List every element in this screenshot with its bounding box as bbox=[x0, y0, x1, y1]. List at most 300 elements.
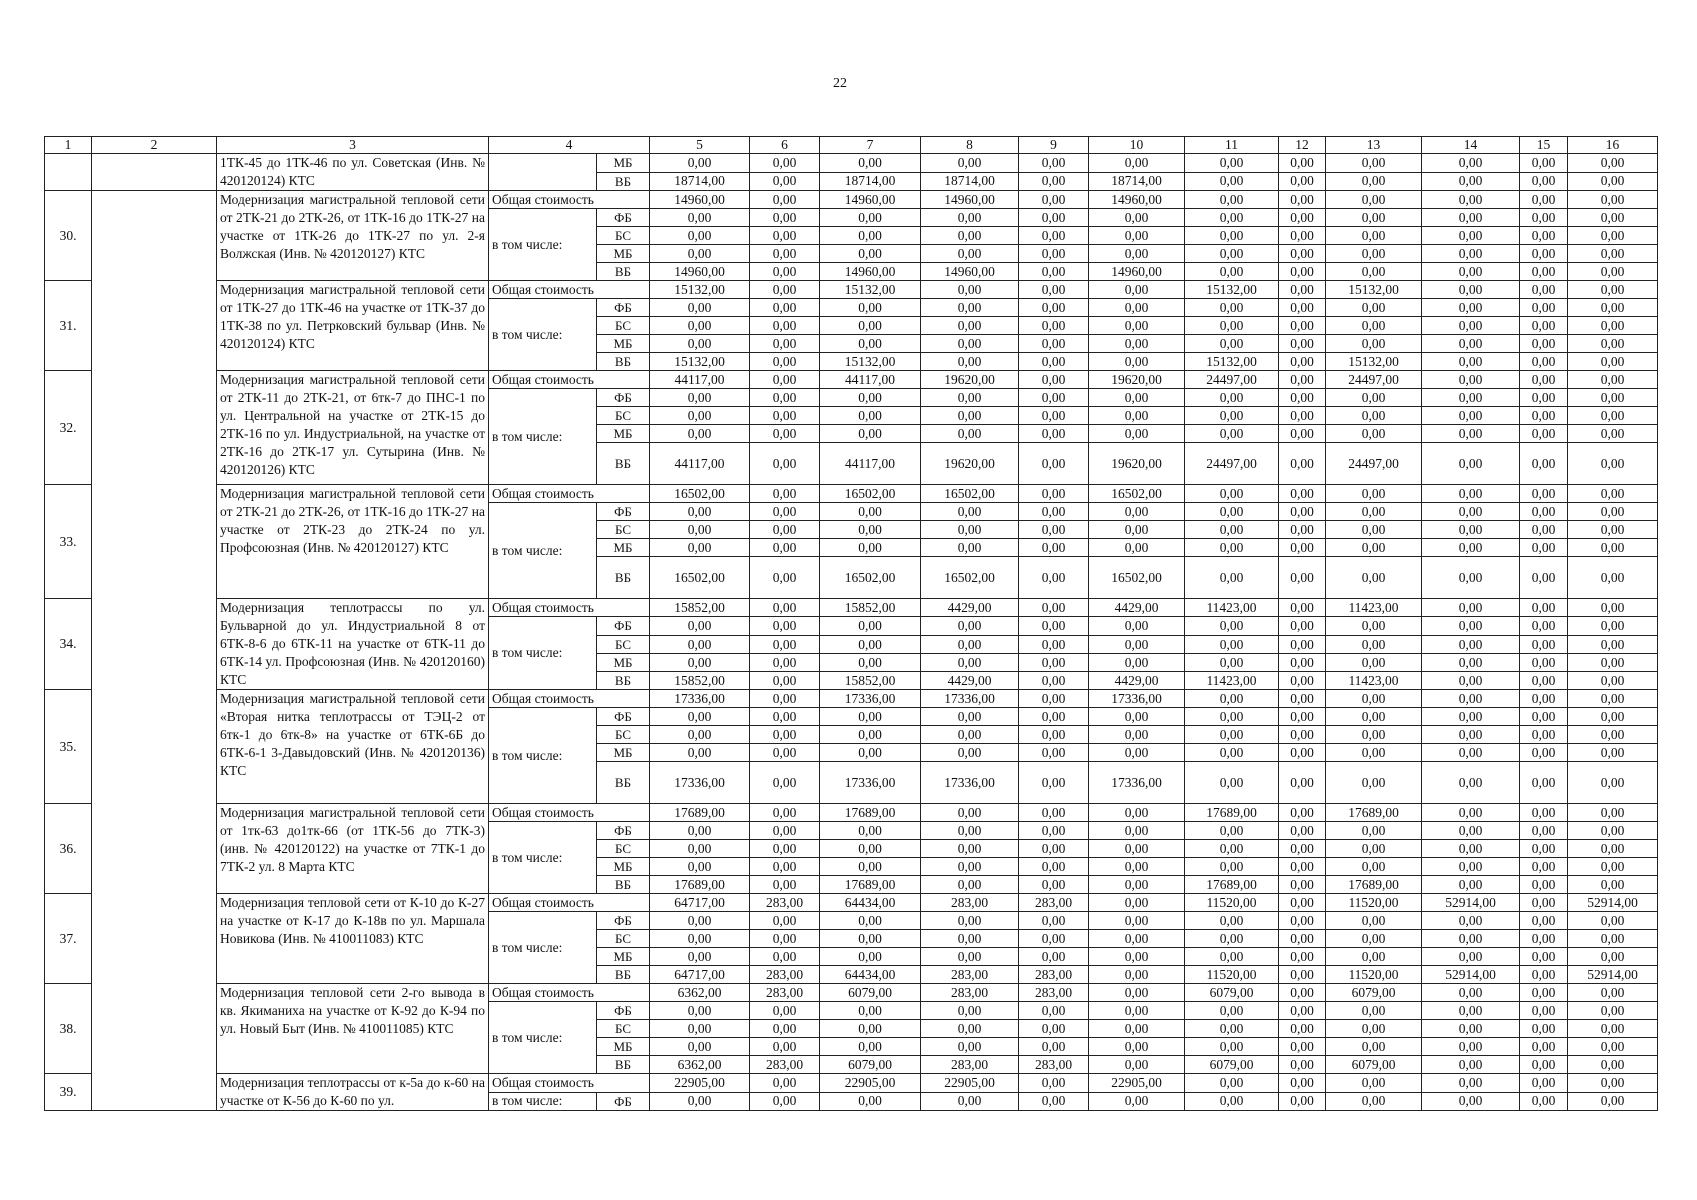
value-cell: 0,00 bbox=[1019, 245, 1089, 263]
value-cell: 0,00 bbox=[750, 654, 820, 672]
funding-source: ФБ bbox=[597, 209, 650, 227]
value-cell: 0,00 bbox=[820, 317, 921, 335]
value-cell: 0,00 bbox=[921, 804, 1019, 822]
value-cell: 0,00 bbox=[1326, 708, 1422, 726]
funding-source: ВБ bbox=[597, 353, 650, 371]
total-cost-label: Общая стоимость bbox=[489, 690, 650, 708]
value-cell: 0,00 bbox=[650, 636, 750, 654]
col-header: 16 bbox=[1568, 137, 1658, 154]
value-cell: 0,00 bbox=[1422, 984, 1520, 1002]
value-cell: 0,00 bbox=[650, 209, 750, 227]
value-cell: 0,00 bbox=[1185, 762, 1279, 804]
total-cost-label: Общая стоимость bbox=[489, 804, 650, 822]
value-cell: 0,00 bbox=[750, 443, 820, 485]
table-row bbox=[45, 804, 1658, 822]
value-cell: 0,00 bbox=[1279, 744, 1326, 762]
value-cell: 0,00 bbox=[1089, 1020, 1185, 1038]
value-cell: 0,00 bbox=[750, 672, 820, 690]
value-cell: 0,00 bbox=[1019, 1092, 1089, 1111]
value-cell: 52914,00 bbox=[1568, 894, 1658, 912]
value-cell: 0,00 bbox=[1279, 708, 1326, 726]
value-cell: 0,00 bbox=[1326, 389, 1422, 407]
value-cell: 0,00 bbox=[1422, 503, 1520, 521]
value-cell: 0,00 bbox=[1019, 1002, 1089, 1020]
value-cell: 283,00 bbox=[1019, 984, 1089, 1002]
value-cell: 18714,00 bbox=[650, 172, 750, 191]
value-cell: 0,00 bbox=[1568, 1056, 1658, 1074]
value-cell: 14960,00 bbox=[650, 263, 750, 281]
value-cell: 0,00 bbox=[1568, 876, 1658, 894]
funding-source: ВБ bbox=[597, 557, 650, 599]
value-cell: 0,00 bbox=[1279, 654, 1326, 672]
value-cell: 24497,00 bbox=[1185, 371, 1279, 389]
value-cell: 283,00 bbox=[921, 1056, 1019, 1074]
value-cell: 0,00 bbox=[1520, 154, 1568, 173]
funding-source: ВБ bbox=[597, 672, 650, 690]
value-cell: 0,00 bbox=[1568, 227, 1658, 245]
value-cell: 16502,00 bbox=[650, 485, 750, 503]
value-cell: 0,00 bbox=[921, 353, 1019, 371]
value-cell: 0,00 bbox=[1422, 744, 1520, 762]
value-cell: 0,00 bbox=[1089, 617, 1185, 636]
value-cell: 0,00 bbox=[1019, 599, 1089, 617]
value-cell: 0,00 bbox=[1520, 191, 1568, 209]
value-cell: 0,00 bbox=[1422, 299, 1520, 317]
value-cell: 16502,00 bbox=[1089, 485, 1185, 503]
value-cell: 0,00 bbox=[1520, 636, 1568, 654]
value-cell: 0,00 bbox=[921, 636, 1019, 654]
value-cell: 0,00 bbox=[1568, 539, 1658, 557]
value-cell: 17336,00 bbox=[1089, 762, 1185, 804]
value-cell: 64434,00 bbox=[820, 966, 921, 984]
value-cell: 0,00 bbox=[1279, 557, 1326, 599]
value-cell: 0,00 bbox=[1279, 804, 1326, 822]
value-cell: 0,00 bbox=[1568, 371, 1658, 389]
value-cell: 0,00 bbox=[750, 1038, 820, 1056]
value-cell: 0,00 bbox=[1568, 762, 1658, 804]
value-cell: 0,00 bbox=[921, 407, 1019, 425]
value-cell: 0,00 bbox=[1568, 407, 1658, 425]
item-number: 35. bbox=[45, 690, 92, 804]
value-cell: 0,00 bbox=[650, 299, 750, 317]
value-cell: 11520,00 bbox=[1326, 894, 1422, 912]
value-cell: 0,00 bbox=[650, 227, 750, 245]
including-label: в том числе: bbox=[489, 708, 597, 804]
value-cell: 0,00 bbox=[1326, 1002, 1422, 1020]
value-cell: 0,00 bbox=[1422, 599, 1520, 617]
value-cell: 17689,00 bbox=[1185, 876, 1279, 894]
value-cell: 0,00 bbox=[1422, 840, 1520, 858]
value-cell: 0,00 bbox=[1326, 263, 1422, 281]
col-header: 1 bbox=[45, 137, 92, 154]
item-description: Модернизация магистральной тепловой сети от 1тк-63 до1тк-66 (от 1ТК-56 до 7ТК-3) (инв. № 420120122) на участке от 7ТК-1 до 7ТК-2 ул. 8 Марта КТС bbox=[217, 804, 489, 894]
value-cell: 0,00 bbox=[1568, 690, 1658, 708]
value-cell: 0,00 bbox=[820, 335, 921, 353]
value-cell: 0,00 bbox=[1279, 227, 1326, 245]
col-header: 9 bbox=[1019, 137, 1089, 154]
value-cell: 0,00 bbox=[1520, 443, 1568, 485]
value-cell: 0,00 bbox=[1568, 281, 1658, 299]
value-cell: 0,00 bbox=[750, 744, 820, 762]
value-cell: 0,00 bbox=[921, 912, 1019, 930]
value-cell: 0,00 bbox=[1185, 708, 1279, 726]
value-cell: 0,00 bbox=[1520, 822, 1568, 840]
value-cell: 0,00 bbox=[1568, 172, 1658, 191]
value-cell: 6079,00 bbox=[820, 984, 921, 1002]
item-description: 1ТК-45 до 1ТК-46 по ул. Советская (Инв. № 420120124) КТС bbox=[217, 154, 489, 191]
value-cell: 0,00 bbox=[650, 1092, 750, 1111]
table-row bbox=[45, 371, 1658, 389]
value-cell: 0,00 bbox=[1279, 672, 1326, 690]
including-label: в том числе: bbox=[489, 1002, 597, 1074]
col-header: 10 bbox=[1089, 137, 1185, 154]
value-cell: 0,00 bbox=[1568, 443, 1658, 485]
value-cell: 0,00 bbox=[1422, 822, 1520, 840]
header-row bbox=[45, 137, 1658, 154]
value-cell: 0,00 bbox=[1185, 636, 1279, 654]
value-cell: 0,00 bbox=[650, 726, 750, 744]
value-cell: 0,00 bbox=[1326, 191, 1422, 209]
funding-source: ВБ bbox=[597, 762, 650, 804]
including-label: в том числе: bbox=[489, 617, 597, 690]
value-cell: 0,00 bbox=[1185, 263, 1279, 281]
value-cell: 6362,00 bbox=[650, 1056, 750, 1074]
value-cell: 0,00 bbox=[1019, 407, 1089, 425]
value-cell: 0,00 bbox=[1019, 726, 1089, 744]
value-cell: 0,00 bbox=[820, 245, 921, 263]
value-cell: 0,00 bbox=[820, 744, 921, 762]
value-cell: 0,00 bbox=[1422, 281, 1520, 299]
value-cell: 0,00 bbox=[1019, 840, 1089, 858]
value-cell: 0,00 bbox=[1520, 172, 1568, 191]
value-cell: 0,00 bbox=[1422, 930, 1520, 948]
value-cell: 0,00 bbox=[750, 599, 820, 617]
funding-source: ФБ bbox=[597, 912, 650, 930]
value-cell: 0,00 bbox=[921, 654, 1019, 672]
value-cell: 0,00 bbox=[1520, 371, 1568, 389]
value-cell: 0,00 bbox=[1019, 822, 1089, 840]
value-cell: 0,00 bbox=[921, 245, 1019, 263]
value-cell: 0,00 bbox=[1568, 930, 1658, 948]
value-cell: 0,00 bbox=[820, 858, 921, 876]
including-label: в том числе: bbox=[489, 209, 597, 281]
value-cell: 0,00 bbox=[750, 912, 820, 930]
value-cell: 18714,00 bbox=[1089, 172, 1185, 191]
value-cell: 0,00 bbox=[921, 876, 1019, 894]
value-cell: 0,00 bbox=[1520, 876, 1568, 894]
value-cell: 0,00 bbox=[750, 209, 820, 227]
value-cell: 0,00 bbox=[1520, 966, 1568, 984]
funding-source: БС bbox=[597, 840, 650, 858]
value-cell: 22905,00 bbox=[820, 1074, 921, 1093]
value-cell: 0,00 bbox=[1520, 245, 1568, 263]
value-cell: 0,00 bbox=[1422, 209, 1520, 227]
value-cell: 0,00 bbox=[1279, 154, 1326, 173]
value-cell: 0,00 bbox=[650, 654, 750, 672]
value-cell: 0,00 bbox=[1422, 557, 1520, 599]
value-cell: 14960,00 bbox=[921, 263, 1019, 281]
table-row bbox=[45, 154, 1658, 173]
value-cell: 17336,00 bbox=[650, 762, 750, 804]
value-cell: 0,00 bbox=[1520, 299, 1568, 317]
value-cell: 15132,00 bbox=[1326, 353, 1422, 371]
value-cell: 0,00 bbox=[921, 840, 1019, 858]
value-cell: 0,00 bbox=[1019, 557, 1089, 599]
value-cell: 0,00 bbox=[1422, 485, 1520, 503]
value-cell: 19620,00 bbox=[1089, 443, 1185, 485]
value-cell: 0,00 bbox=[1568, 654, 1658, 672]
value-cell: 0,00 bbox=[1279, 1056, 1326, 1074]
value-cell: 0,00 bbox=[1422, 617, 1520, 636]
value-cell: 0,00 bbox=[1279, 503, 1326, 521]
value-cell: 0,00 bbox=[1520, 617, 1568, 636]
value-cell: 0,00 bbox=[1520, 690, 1568, 708]
value-cell: 0,00 bbox=[1089, 822, 1185, 840]
value-cell: 0,00 bbox=[921, 154, 1019, 173]
value-cell: 0,00 bbox=[750, 1002, 820, 1020]
value-cell: 17336,00 bbox=[650, 690, 750, 708]
value-cell: 17689,00 bbox=[1326, 876, 1422, 894]
value-cell: 17689,00 bbox=[820, 876, 921, 894]
value-cell: 0,00 bbox=[1422, 912, 1520, 930]
col-header: 6 bbox=[750, 137, 820, 154]
including-label: в том числе: bbox=[489, 389, 597, 485]
value-cell: 15852,00 bbox=[820, 672, 921, 690]
value-cell: 0,00 bbox=[1185, 389, 1279, 407]
value-cell: 0,00 bbox=[650, 1002, 750, 1020]
value-cell: 0,00 bbox=[1019, 617, 1089, 636]
value-cell: 0,00 bbox=[1422, 227, 1520, 245]
value-cell: 24497,00 bbox=[1326, 443, 1422, 485]
col-header: 7 bbox=[820, 137, 921, 154]
value-cell: 0,00 bbox=[820, 539, 921, 557]
value-cell: 0,00 bbox=[1326, 858, 1422, 876]
value-cell: 0,00 bbox=[820, 822, 921, 840]
value-cell: 0,00 bbox=[1279, 245, 1326, 263]
value-cell: 0,00 bbox=[1089, 804, 1185, 822]
value-cell: 0,00 bbox=[1019, 539, 1089, 557]
value-cell: 0,00 bbox=[1279, 966, 1326, 984]
value-cell: 11423,00 bbox=[1326, 599, 1422, 617]
value-cell: 0,00 bbox=[1185, 930, 1279, 948]
value-cell: 0,00 bbox=[1185, 858, 1279, 876]
value-cell: 0,00 bbox=[1279, 191, 1326, 209]
value-cell: 0,00 bbox=[1568, 557, 1658, 599]
value-cell: 283,00 bbox=[750, 894, 820, 912]
value-cell: 0,00 bbox=[1520, 407, 1568, 425]
value-cell: 0,00 bbox=[1568, 984, 1658, 1002]
value-cell: 0,00 bbox=[1185, 726, 1279, 744]
value-cell: 11520,00 bbox=[1185, 966, 1279, 984]
value-cell: 0,00 bbox=[1019, 335, 1089, 353]
value-cell: 0,00 bbox=[1326, 335, 1422, 353]
value-cell: 0,00 bbox=[750, 930, 820, 948]
value-cell: 0,00 bbox=[1019, 636, 1089, 654]
funding-source: БС bbox=[597, 1020, 650, 1038]
value-cell: 0,00 bbox=[1568, 299, 1658, 317]
value-cell: 0,00 bbox=[650, 1020, 750, 1038]
value-cell: 0,00 bbox=[1422, 762, 1520, 804]
value-cell: 0,00 bbox=[1279, 263, 1326, 281]
value-cell: 0,00 bbox=[750, 1092, 820, 1111]
value-cell: 0,00 bbox=[750, 263, 820, 281]
col-header: 13 bbox=[1326, 137, 1422, 154]
funding-source: ФБ bbox=[597, 1002, 650, 1020]
value-cell: 0,00 bbox=[1326, 636, 1422, 654]
item-code-cell bbox=[92, 154, 217, 191]
value-cell: 0,00 bbox=[921, 281, 1019, 299]
value-cell: 0,00 bbox=[1568, 521, 1658, 539]
value-cell: 0,00 bbox=[750, 876, 820, 894]
value-cell: 15132,00 bbox=[1185, 353, 1279, 371]
value-cell: 0,00 bbox=[650, 521, 750, 539]
value-cell: 0,00 bbox=[650, 425, 750, 443]
value-cell: 0,00 bbox=[650, 539, 750, 557]
value-cell: 0,00 bbox=[921, 503, 1019, 521]
value-cell: 22905,00 bbox=[921, 1074, 1019, 1093]
value-cell: 0,00 bbox=[1089, 654, 1185, 672]
value-cell: 0,00 bbox=[1568, 599, 1658, 617]
value-cell: 283,00 bbox=[750, 966, 820, 984]
value-cell: 0,00 bbox=[750, 389, 820, 407]
value-cell: 0,00 bbox=[1520, 726, 1568, 744]
value-cell: 0,00 bbox=[1019, 690, 1089, 708]
value-cell: 0,00 bbox=[650, 503, 750, 521]
value-cell: 0,00 bbox=[1019, 209, 1089, 227]
value-cell: 0,00 bbox=[750, 425, 820, 443]
value-cell: 17689,00 bbox=[650, 804, 750, 822]
value-cell: 19620,00 bbox=[1089, 371, 1185, 389]
value-cell: 0,00 bbox=[1279, 485, 1326, 503]
value-cell: 0,00 bbox=[1019, 425, 1089, 443]
value-cell: 0,00 bbox=[1520, 948, 1568, 966]
item-description: Модернизация тепловой сети от К-10 до К-27 на участке от К-17 до К-18в по ул. Маршала Новикова (Инв. № 410011083) КТС bbox=[217, 894, 489, 984]
value-cell: 0,00 bbox=[750, 804, 820, 822]
funding-source: МБ bbox=[597, 425, 650, 443]
value-cell: 0,00 bbox=[1089, 389, 1185, 407]
funding-source: МБ bbox=[597, 539, 650, 557]
value-cell: 0,00 bbox=[1568, 912, 1658, 930]
value-cell: 0,00 bbox=[1089, 335, 1185, 353]
value-cell: 0,00 bbox=[1089, 317, 1185, 335]
value-cell: 0,00 bbox=[750, 690, 820, 708]
value-cell: 0,00 bbox=[750, 485, 820, 503]
value-cell: 0,00 bbox=[1279, 894, 1326, 912]
value-cell: 0,00 bbox=[1185, 1092, 1279, 1111]
value-cell: 0,00 bbox=[1279, 407, 1326, 425]
funding-source: ФБ bbox=[597, 822, 650, 840]
value-cell: 0,00 bbox=[750, 858, 820, 876]
value-cell: 0,00 bbox=[1279, 912, 1326, 930]
col-header: 4 bbox=[489, 137, 650, 154]
value-cell: 15132,00 bbox=[650, 353, 750, 371]
value-cell: 14960,00 bbox=[921, 191, 1019, 209]
value-cell: 0,00 bbox=[1089, 948, 1185, 966]
value-cell: 0,00 bbox=[1019, 948, 1089, 966]
value-cell: 0,00 bbox=[1019, 858, 1089, 876]
item-number: 30. bbox=[45, 191, 92, 281]
value-cell: 0,00 bbox=[820, 930, 921, 948]
value-cell: 0,00 bbox=[820, 726, 921, 744]
value-cell: 283,00 bbox=[921, 894, 1019, 912]
value-cell: 0,00 bbox=[1326, 1092, 1422, 1111]
value-cell: 283,00 bbox=[1019, 894, 1089, 912]
item-description: Модернизация магистральной тепловой сети «Вторая нитка теплотрассы от ТЭЦ-2 от 6тк-1 до 6тк-8» на участке от 6ТК-6Б до 6ТК-6-1 3-Давыдовский (Инв. № 420120136) КТС bbox=[217, 690, 489, 804]
value-cell: 0,00 bbox=[1520, 1056, 1568, 1074]
value-cell: 44117,00 bbox=[820, 371, 921, 389]
value-cell: 0,00 bbox=[1326, 690, 1422, 708]
value-cell: 0,00 bbox=[1568, 822, 1658, 840]
funding-source: ФБ bbox=[597, 617, 650, 636]
value-cell: 6079,00 bbox=[1185, 984, 1279, 1002]
value-cell: 0,00 bbox=[1019, 317, 1089, 335]
value-cell: 0,00 bbox=[1019, 708, 1089, 726]
value-cell: 0,00 bbox=[1089, 894, 1185, 912]
value-cell: 64717,00 bbox=[650, 894, 750, 912]
value-cell: 0,00 bbox=[1185, 744, 1279, 762]
value-cell: 0,00 bbox=[1568, 1038, 1658, 1056]
value-cell: 283,00 bbox=[1019, 1056, 1089, 1074]
value-cell: 0,00 bbox=[1520, 503, 1568, 521]
value-cell: 0,00 bbox=[1089, 930, 1185, 948]
col-header: 8 bbox=[921, 137, 1019, 154]
value-cell: 0,00 bbox=[1019, 371, 1089, 389]
value-cell: 0,00 bbox=[1279, 984, 1326, 1002]
value-cell: 0,00 bbox=[1568, 858, 1658, 876]
value-cell: 0,00 bbox=[750, 539, 820, 557]
value-cell: 0,00 bbox=[921, 335, 1019, 353]
value-cell: 0,00 bbox=[1019, 762, 1089, 804]
item-description: Модернизация теплотрассы от к-5а до к-60 на участке от К-56 до К-60 по ул. bbox=[217, 1074, 489, 1111]
value-cell: 0,00 bbox=[1520, 744, 1568, 762]
value-cell: 0,00 bbox=[1326, 539, 1422, 557]
value-cell: 0,00 bbox=[1422, 263, 1520, 281]
value-cell: 0,00 bbox=[1422, 1038, 1520, 1056]
value-cell: 52914,00 bbox=[1422, 894, 1520, 912]
value-cell: 0,00 bbox=[1279, 209, 1326, 227]
value-cell: 11520,00 bbox=[1326, 966, 1422, 984]
value-cell: 0,00 bbox=[1279, 299, 1326, 317]
value-cell: 0,00 bbox=[650, 708, 750, 726]
total-cost-label: Общая стоимость bbox=[489, 894, 650, 912]
value-cell: 0,00 bbox=[1089, 708, 1185, 726]
value-cell: 0,00 bbox=[1422, 708, 1520, 726]
value-cell: 0,00 bbox=[1185, 503, 1279, 521]
value-cell: 0,00 bbox=[1422, 876, 1520, 894]
including-label: в том числе: bbox=[489, 822, 597, 894]
value-cell: 0,00 bbox=[750, 948, 820, 966]
value-cell: 0,00 bbox=[1089, 503, 1185, 521]
value-cell: 283,00 bbox=[750, 1056, 820, 1074]
value-cell: 0,00 bbox=[1019, 299, 1089, 317]
value-cell: 16502,00 bbox=[921, 557, 1019, 599]
value-cell: 15132,00 bbox=[1185, 281, 1279, 299]
value-cell: 0,00 bbox=[1520, 708, 1568, 726]
value-cell: 0,00 bbox=[1568, 353, 1658, 371]
value-cell: 0,00 bbox=[820, 521, 921, 539]
value-cell: 0,00 bbox=[1185, 1074, 1279, 1093]
item-number: 32. bbox=[45, 371, 92, 485]
funding-label-cell bbox=[489, 154, 597, 191]
value-cell: 6362,00 bbox=[650, 984, 750, 1002]
value-cell: 0,00 bbox=[1520, 263, 1568, 281]
value-cell: 0,00 bbox=[1019, 443, 1089, 485]
value-cell: 17689,00 bbox=[1185, 804, 1279, 822]
value-cell: 0,00 bbox=[1568, 804, 1658, 822]
value-cell: 0,00 bbox=[1422, 425, 1520, 443]
value-cell: 0,00 bbox=[1520, 804, 1568, 822]
value-cell: 0,00 bbox=[1279, 858, 1326, 876]
